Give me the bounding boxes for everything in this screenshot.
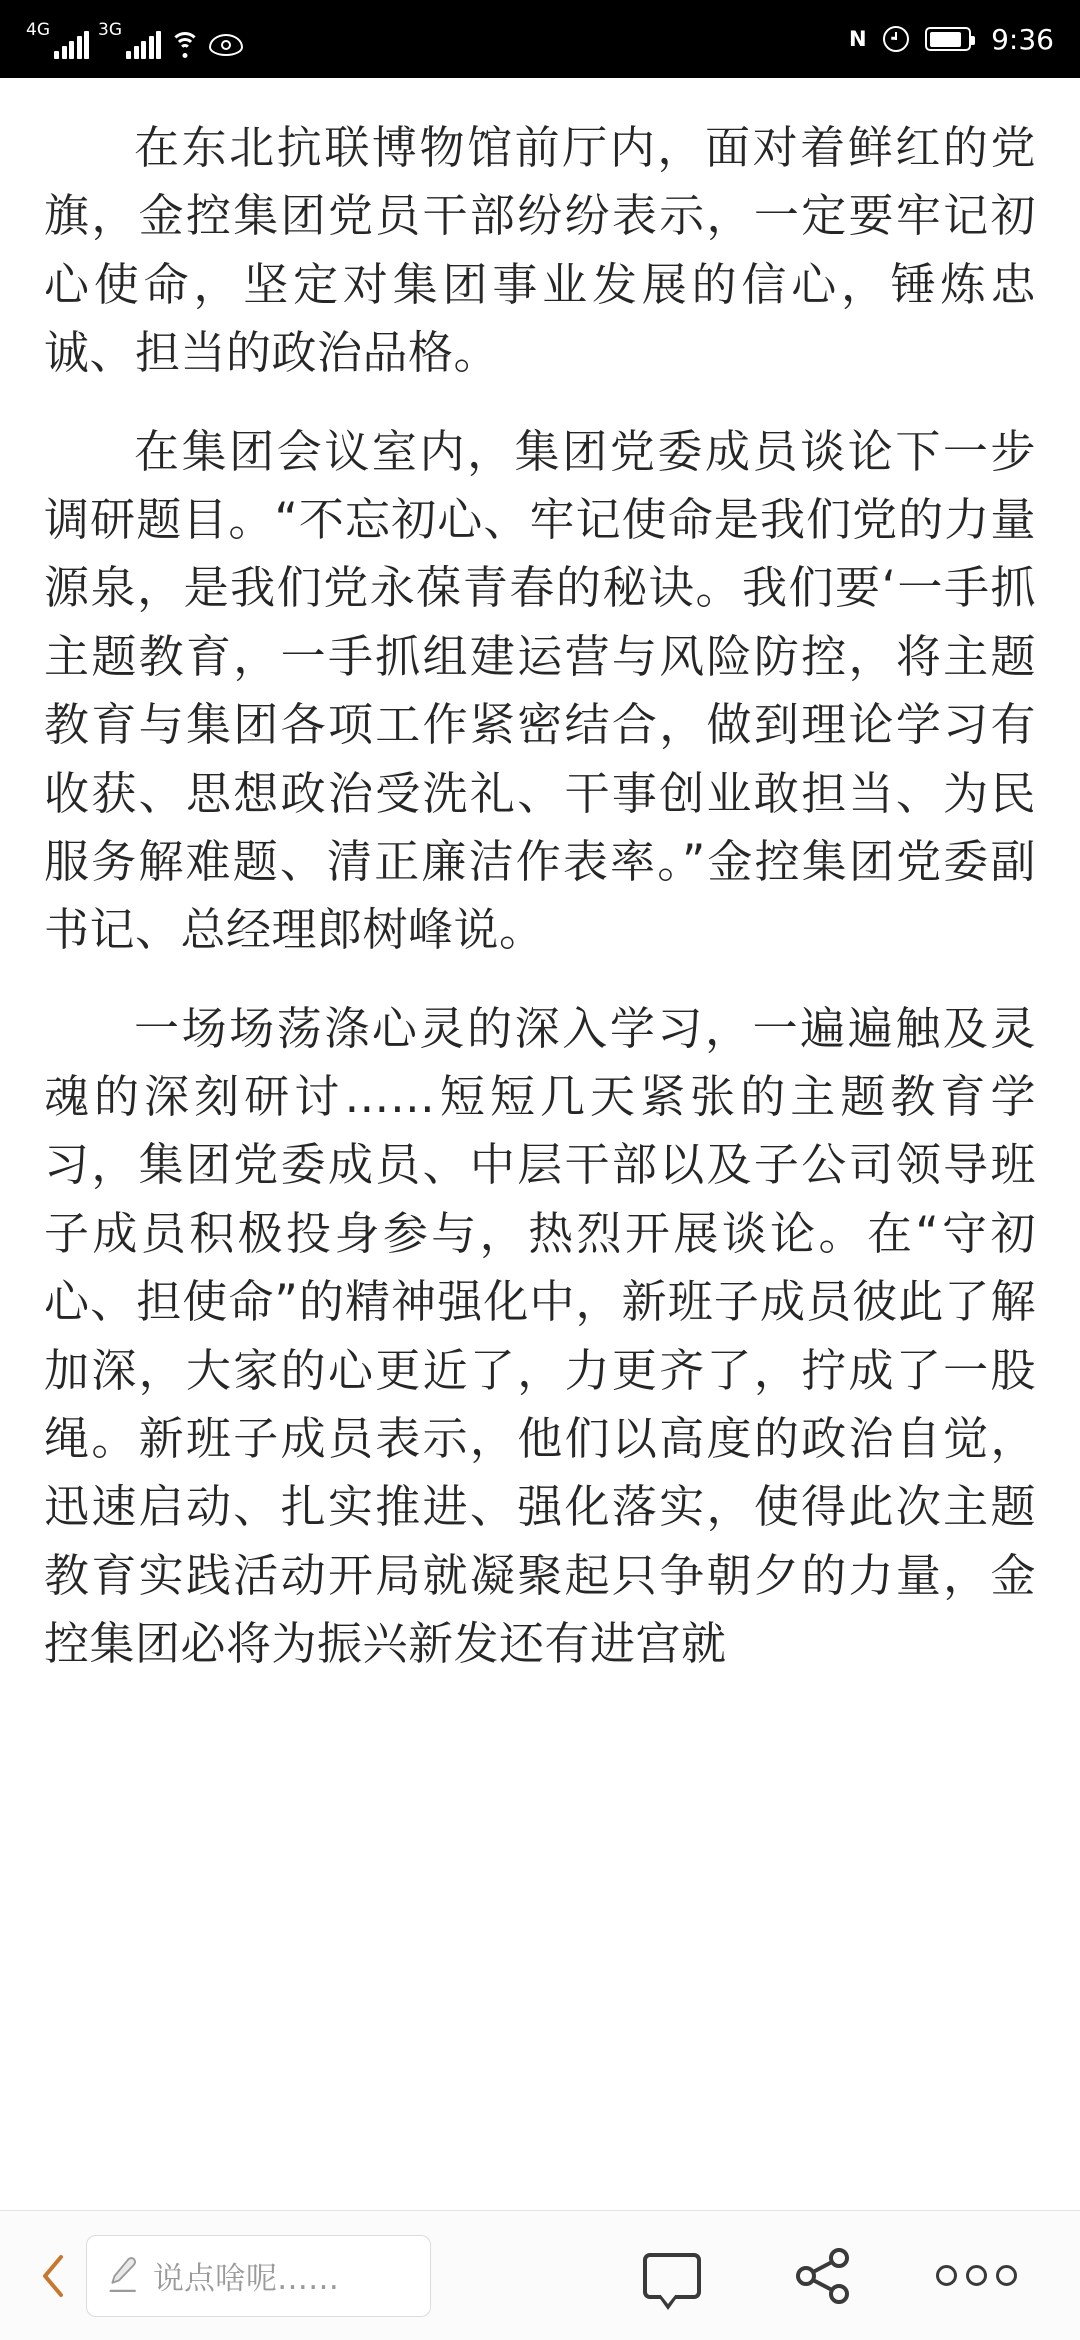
bottom-action-bar	[0, 2210, 1080, 2340]
article-paragraph: 一场场荡涤心灵的深入学习，一遍遍触及灵魂的深刻研讨……短短几天紧张的主题教育学习，集团党委成员、中层干部以及子公司领导班子成员积极投身参与，热烈开展谈论。在“守初心、担使命”的精神强化中，新班子成员彼此了解加深，大家的心更近了，力更齐了，拧成了一股绳。新班子成员表示，他们以高度的政治自觉，迅速启动、扎实推进、强化落实，使得此次主题教育实践活动开局就凝聚起只争朝夕的力量，金控集团必将为振兴新发还有进宫就	[44, 1001, 1036, 1671]
status-bar	[0, 0, 1080, 78]
pen-icon	[105, 2256, 139, 2296]
eye-icon	[209, 32, 243, 58]
nfc-icon: N	[849, 27, 868, 51]
battery-icon	[925, 27, 971, 51]
back-button[interactable]	[28, 2246, 80, 2306]
alarm-icon	[883, 26, 909, 52]
network-type-label-1: 4G	[26, 20, 50, 40]
chevron-left-icon	[39, 2251, 69, 2301]
network-type-label-2: 3G	[98, 20, 122, 40]
article-paragraph: 在东北抗联博物馆前厅内，面对着鲜红的党旗，金控集团党员干部纷纷表示，一定要牢记初心使命，坚定对集团事业发展的信心，锤炼忠诚、担当的政治品格。	[44, 121, 1036, 380]
sim2-signal	[98, 22, 161, 59]
more-dots-icon	[936, 2265, 1017, 2286]
signal-bars-icon	[54, 31, 89, 59]
status-bar-right	[849, 23, 1054, 56]
share-button[interactable]	[748, 2226, 900, 2326]
signal-bars-icon-2	[126, 31, 161, 59]
article-paragraph: 在集团会议室内，集团党委成员谈论下一步调研题目。“不忘初心、牢记使命是我们党的力量源泉，是我们党永葆青春的秘诀。我们要‘一手抓主题教育，一手抓组建运营与风险防控，将主题教育与集团各项工作紧密结合，做到理论学习有收获、思想政治受洗礼、干事创业敢担当、为民服务解难题、清正廉洁作表率。”金控集团党委副书记、总经理郎树峰说。	[44, 424, 1036, 957]
comment-button[interactable]	[596, 2226, 748, 2326]
article-body	[0, 78, 1080, 2340]
wifi-icon	[170, 32, 200, 58]
comment-bubble-icon	[643, 2253, 701, 2299]
comment-placeholder-text: 说点啥呢……	[153, 2261, 339, 2297]
comment-input[interactable]	[86, 2235, 431, 2317]
status-bar-left	[26, 19, 243, 59]
bottom-bar-actions	[596, 2226, 1052, 2326]
share-icon	[793, 2246, 855, 2306]
more-button[interactable]	[900, 2226, 1052, 2326]
status-bar-clock: 9:36	[991, 22, 1054, 56]
sim1-signal	[26, 22, 89, 59]
